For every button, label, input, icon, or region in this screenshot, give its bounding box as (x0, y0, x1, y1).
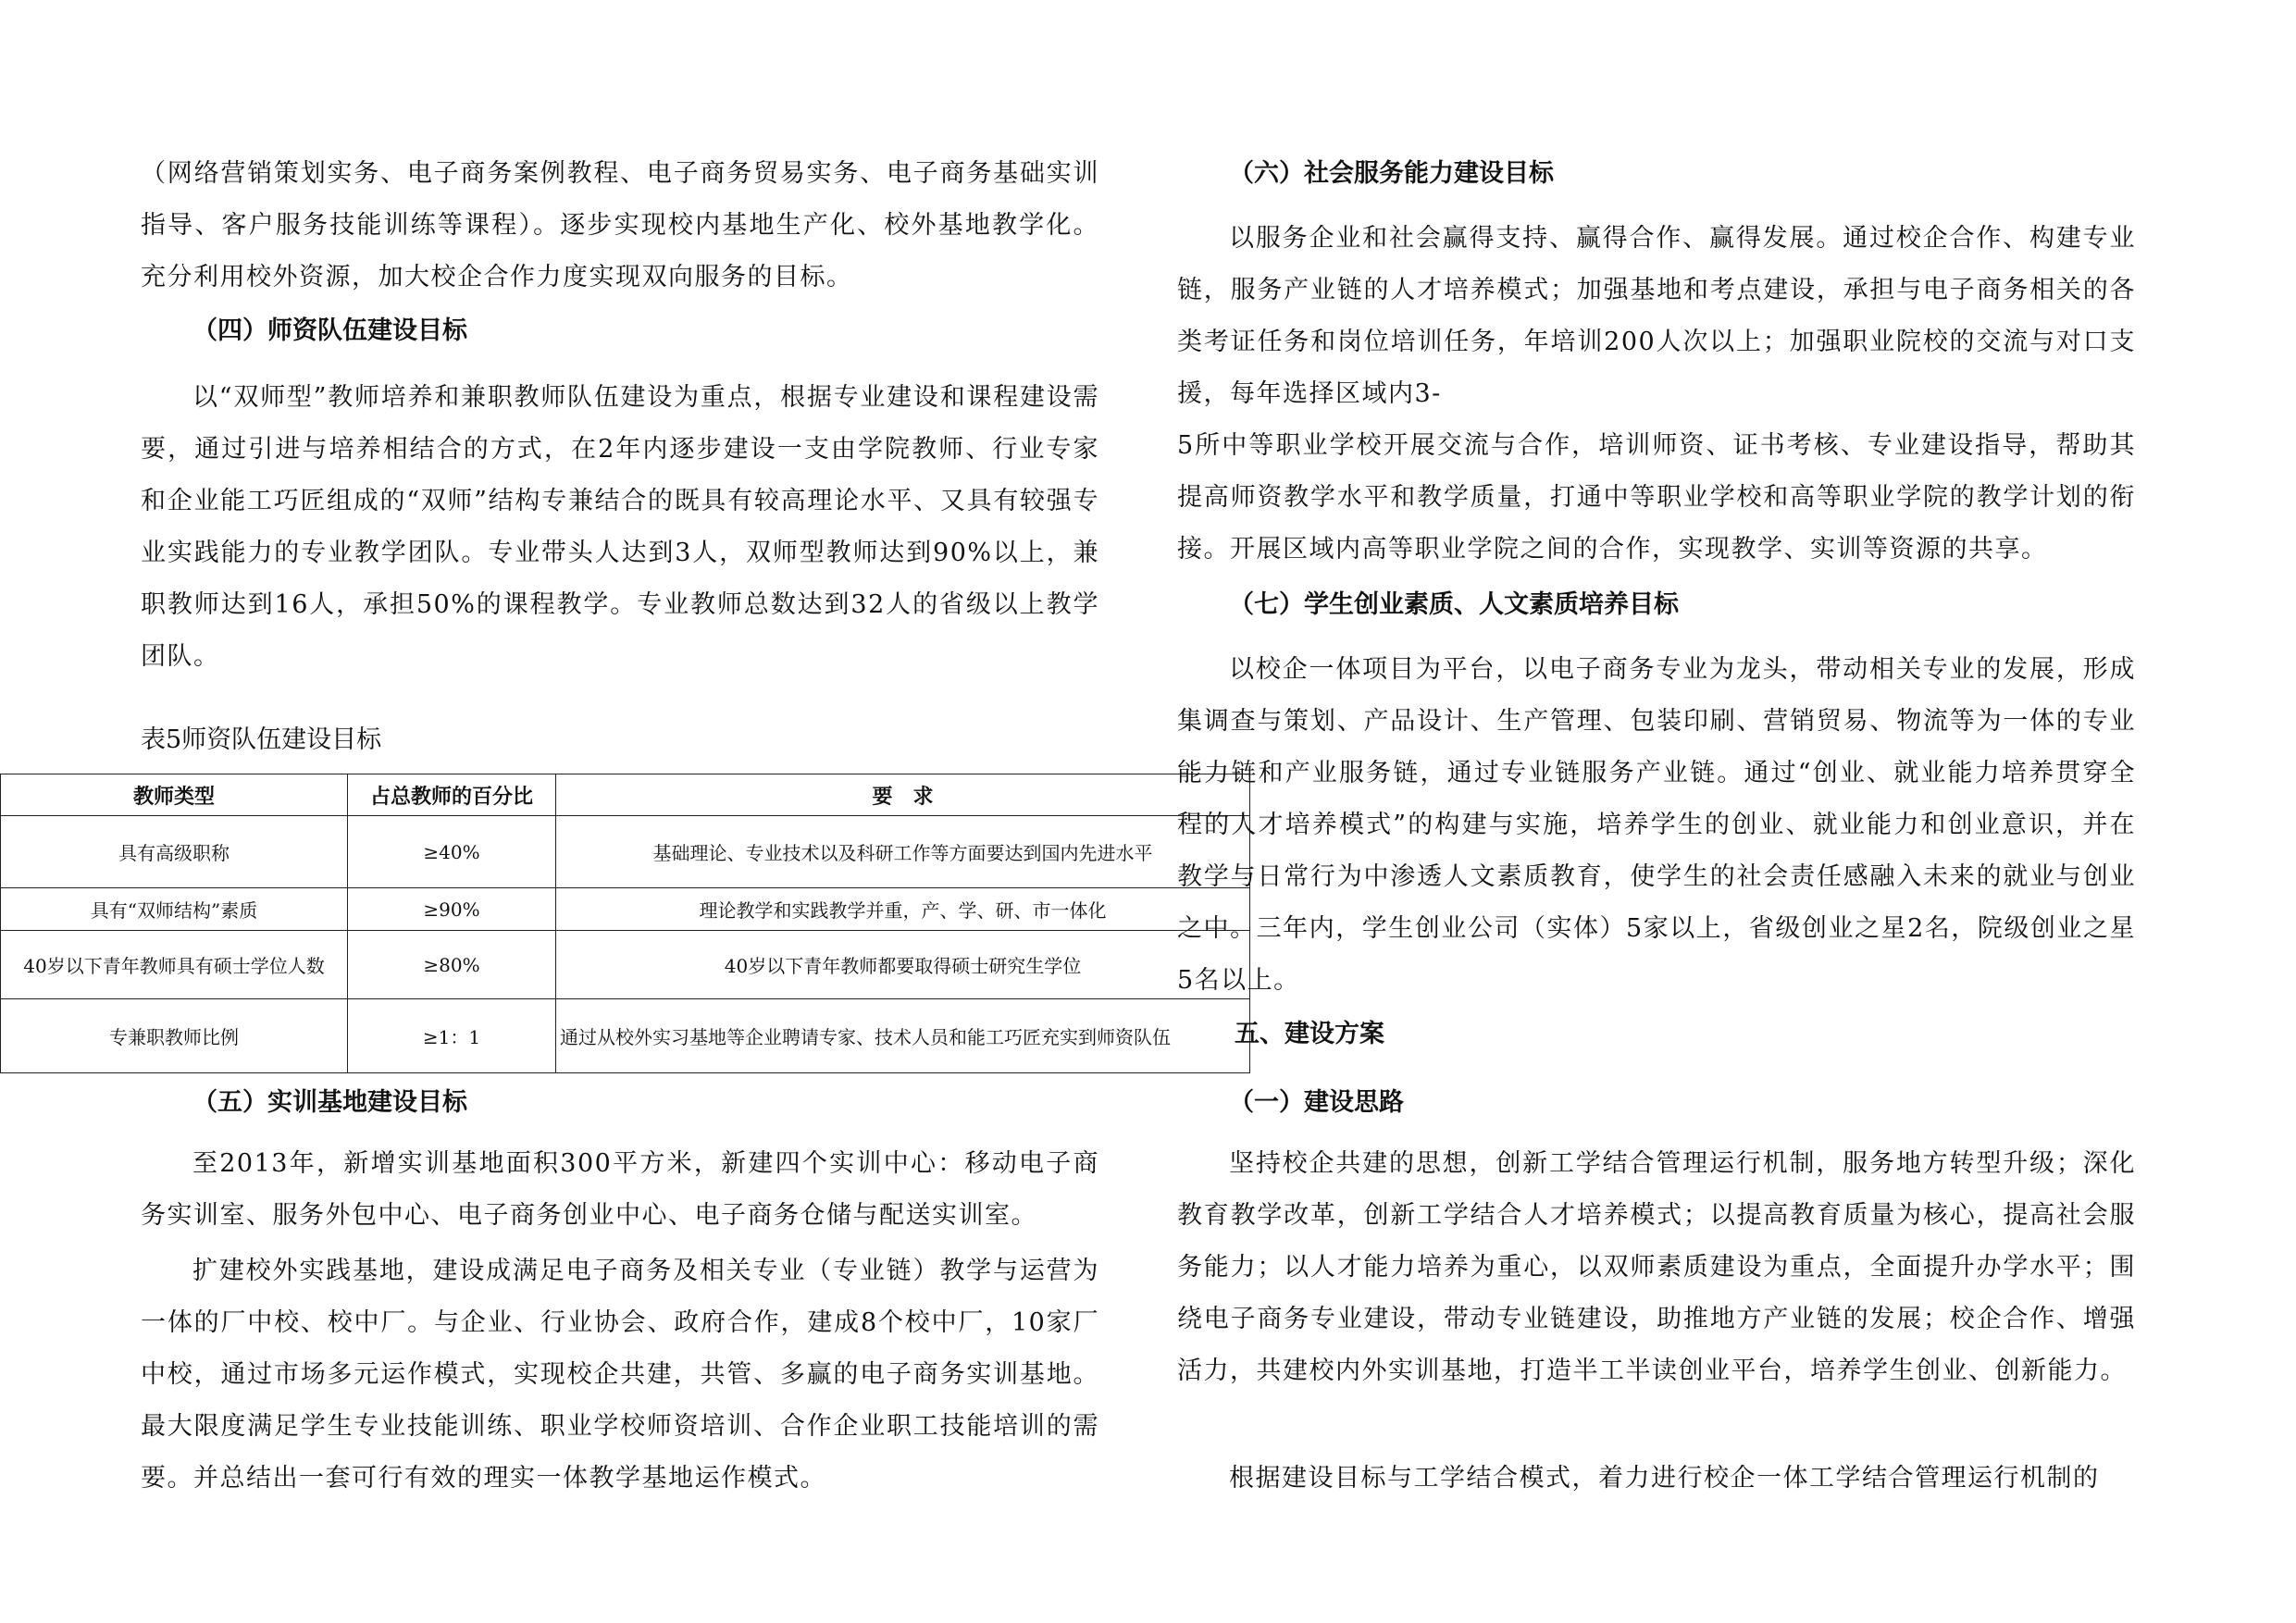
table-cell: 理论教学和实践教学并重，产、学、研、市一体化 (556, 888, 1250, 931)
table-row (1, 999, 1250, 1073)
table-cell: 专兼职教师比例 (1, 999, 348, 1073)
section-heading-training: （五）实训基地建设目标 (192, 1088, 467, 1117)
teachers-paragraph: 以“双师型”教师培养和兼职教师队伍建设为重点，根据专业建设和课程建设需要，通过引进与培养相结合的方式，在2年内逐步建设一支由学院教师、行业专家和企业能工巧匠组成的“双师”结构专兼结合的既具有较高理论水平、又具有较强专业实践能力的专业教学团队。专业带头人达到3人，双师型教师达到90%以上，兼职教师达到16人，承担50%的课程教学。专业教师总数达到32人的省级以上教学团队。 (141, 383, 1099, 671)
table-cell: 通过从校外实习基地等企业聘请专家、技术人员和能工巧匠充实到师资队伍 (556, 999, 1250, 1073)
chapter-heading-plan: 五、建设方案 (1235, 1020, 1384, 1048)
mechanism-paragraph: 根据建设目标与工学结合模式，着力进行校企一体工学结合管理运行机制的 (1229, 1464, 2100, 1493)
section-heading-service: （六）社会服务能力建设目标 (1229, 159, 1554, 188)
section-heading-idea: （一）建设思路 (1229, 1088, 1404, 1117)
training-paragraph-1: 至2013年，新增实训基地面积300平方米，新建四个实训中心：移动电子商务实训室、服务外包中心、电子商务创业中心、电子商务仓储与配送实训室。 (141, 1149, 1099, 1230)
section-heading-teachers: （四）师资队伍建设目标 (192, 316, 467, 345)
table-cell: ≥80% (348, 931, 556, 999)
table-header-cell: 占总教师的百分比 (348, 774, 556, 816)
table-cell: 具有“双师结构”素质 (1, 888, 348, 931)
table-row (1, 931, 1250, 999)
table-cell: 40岁以下青年教师都要取得硕士研究生学位 (556, 931, 1250, 999)
students-paragraph: 以校企一体项目为平台，以电子商务专业为龙头，带动相关专业的发展，形成集调查与策划、产品设计、生产管理、包装印刷、营销贸易、物流等为一体的专业能力链和产业服务链，通过专业链服务产业链。通过“创业、就业能力培养贯穿全程的人才培养模式”的构建与实施，培养学生的创业、就业能力和创业意识，并在教学与日常行为中渗透人文素质教育，使学生的社会责任感融入未来的就业与创业之中。三年内，学生创业公司（实体）5家以上，省级创业之星2名，院级创业之星5名以上。 (1177, 655, 2136, 995)
table-cell: 基础理论、专业技术以及科研工作等方面要达到国内先进水平 (556, 816, 1250, 888)
teacher-goals-table (0, 774, 1250, 1073)
table-header-row (1, 774, 1250, 816)
table-caption: 表5师资队伍建设目标 (141, 725, 382, 754)
service-paragraph-2: 5所中等职业学校开展交流与合作，培训师资、证书考核、专业建设指导，帮助其提高师资教学水平和教学质量，打通中等职业学校和高等职业学院的教学计划的衔接。开展区域内高等职业学院之间的合作，实现教学、实训等资源的共享。 (1177, 431, 2136, 564)
table-row (1, 816, 1250, 888)
table-cell: ≥1：1 (348, 999, 556, 1073)
table-cell: 40岁以下青年教师具有硕士学位人数 (1, 931, 348, 999)
table-cell: ≥90% (348, 888, 556, 931)
table-cell: ≥40% (348, 816, 556, 888)
table-cell: 具有高级职称 (1, 816, 348, 888)
training-paragraph-2: 扩建校外实践基地，建设成满足电子商务及相关专业（专业链）教学与运营为一体的厂中校、校中厂。与企业、行业协会、政府合作，建成8个校中厂，10家厂中校，通过市场多元运作模式，实现校企共建，共管、多赢的电子商务实训基地。最大限度满足学生专业技能训练、职业学校师资培训、合作企业职工技能培训的需要。并总结出一套可行有效的理实一体教学基地运作模式。 (141, 1257, 1099, 1493)
table-header-cell: 教师类型 (1, 774, 348, 816)
section-heading-students: （七）学生创业素质、人文素质培养目标 (1229, 590, 1679, 619)
table-header-cell: 要 求 (556, 774, 1250, 816)
table-row (1, 888, 1250, 931)
intro-paragraph: （网络营销策划实务、电子商务案例教程、电子商务贸易实务、电子商务基础实训指导、客户服务技能训练等课程）。逐步实现校内基地生产化、校外基地教学化。充分利用校外资源，加大校企合作力度实现双向服务的目标。 (141, 159, 1099, 291)
service-paragraph-1: 以服务企业和社会赢得支持、赢得合作、赢得发展。通过校企合作、构建专业链，服务产业链的人才培养模式；加强基地和考点建设，承担与电子商务相关的各类考证任务和岗位培训任务，年培训200人次以上；加强职业院校的交流与对口支援，每年选择区域内3- (1177, 224, 2136, 408)
idea-paragraph: 坚持校企共建的思想，创新工学结合管理运行机制，服务地方转型升级；深化教育教学改革，创新工学结合人才培养模式；以提高教育质量为核心，提高社会服务能力；以人才能力培养为重心，以双师素质建设为重点，全面提升办学水平；围绕电子商务专业建设，带动专业链建设，助推地方产业链的发展；校企合作、增强活力，共建校内外实训基地，打造半工半读创业平台，培养学生创业、创新能力。 (1177, 1149, 2136, 1385)
